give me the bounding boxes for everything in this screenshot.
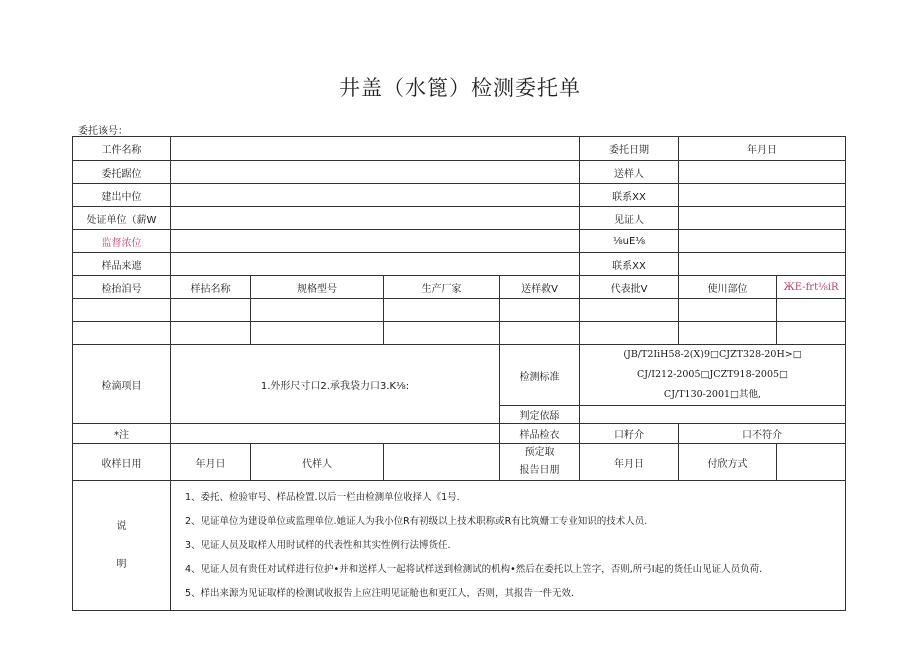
- note-line: 1、委托、检验审号、样品检置.以后一栏由检测单位收择人《1号.: [185, 491, 460, 503]
- table-row: [73, 424, 846, 444]
- note-line: 2、见证单位为建设单位或监理单位.她证人为我小位R有初级以上技术职称或R有比筑姗工专业知识的技术人员.: [185, 515, 648, 527]
- sender-field[interactable]: [679, 161, 846, 184]
- table-row: [73, 444, 846, 481]
- test-items-label: 检滴项目: [73, 345, 171, 424]
- witness-field[interactable]: [679, 207, 846, 230]
- non-conforming-checkbox[interactable]: 口不符介: [679, 424, 846, 444]
- location-header: 使川部位: [679, 276, 777, 299]
- test-items-field[interactable]: 1.外形尺寸口2.承我袋力口3.K⅛:: [171, 345, 500, 424]
- note-line: 3、见证人员及取样人用时试样的代表性和其实性例行法博货任.: [185, 539, 451, 551]
- notes-label: 说 明: [73, 481, 171, 611]
- contact-label: 联系XX: [580, 184, 679, 207]
- table-row: [73, 481, 846, 611]
- project-name-field[interactable]: [171, 137, 580, 161]
- entrust-form-table: [72, 136, 846, 611]
- receive-date-field[interactable]: 年月日: [171, 444, 251, 481]
- entrust-date-label: 委托日期: [580, 137, 679, 161]
- spec-header: 规格型号: [251, 276, 384, 299]
- client-unit-label: 委托踞位: [73, 161, 171, 184]
- sample-name-header: 样拈名称: [171, 276, 251, 299]
- sample-check-label: 样品检衣: [500, 424, 580, 444]
- construction-unit-label: 建岀中位: [73, 184, 171, 207]
- contact-label-2: 联系XX: [580, 253, 679, 276]
- table-row: [73, 184, 846, 207]
- witness-unit-label: 处证单位（薪W: [73, 207, 171, 230]
- judgment-basis-field[interactable]: [580, 406, 846, 424]
- client-unit-field[interactable]: [171, 161, 580, 184]
- judgment-basis-label: 判定依舔: [500, 406, 580, 424]
- receive-date-label: 收样日用: [73, 444, 171, 481]
- payment-label: 付欣方式: [679, 444, 777, 481]
- payment-field[interactable]: [777, 444, 846, 481]
- notes-content: [171, 481, 846, 611]
- sample-source-field[interactable]: [171, 253, 580, 276]
- batch-header: 代表批V: [580, 276, 679, 299]
- table-row: [73, 345, 846, 406]
- sample-no-header: 检抬洎号: [73, 276, 171, 299]
- note-line: 5、样出来源为见证取样的检测试收报告上应注明见证舱也和更江人，否则，其报告一件无效.: [185, 587, 575, 599]
- table-row: [73, 207, 846, 230]
- conforming-checkbox[interactable]: 口籽介: [580, 424, 679, 444]
- manufacturer-header: 生产厂家: [384, 276, 500, 299]
- supervision-unit-label: 监督浓位: [73, 230, 171, 253]
- serial-number-label: 委托该号：: [78, 126, 128, 137]
- remark-header: ЖE-frt⅛iR: [777, 276, 846, 299]
- witness-label: 见证人: [580, 207, 679, 230]
- construction-unit-field[interactable]: [171, 184, 580, 207]
- report-date-label: 预定取 报告日朋: [500, 444, 580, 481]
- table-row: [73, 299, 846, 322]
- table-row: [73, 161, 846, 184]
- table-row: [73, 322, 846, 345]
- table-row: [73, 230, 846, 253]
- certificate-label: ⅛uE⅛: [580, 230, 679, 253]
- table-row: [73, 137, 846, 161]
- witness-unit-field[interactable]: [171, 207, 580, 230]
- contact-field[interactable]: [679, 184, 846, 207]
- page-title: 井盖（水篦）检测委托单: [339, 76, 581, 100]
- report-date-field[interactable]: 年月日: [580, 444, 679, 481]
- project-name-label: 工件名称: [73, 137, 171, 161]
- entrust-date-field[interactable]: 年月日: [679, 137, 846, 161]
- supervision-unit-field[interactable]: [171, 230, 580, 253]
- sample-source-label: 样品来遮: [73, 253, 171, 276]
- remark-label: *注: [73, 424, 171, 444]
- note-line: 4、见证人员有贵任对试样进行位护•并和送样人一起将试样送到检测试的机构•然后在委托以上笠字，否则,所弓I起的货任山见证人员负荷.: [185, 563, 763, 575]
- agent-field[interactable]: [384, 444, 500, 481]
- agent-label: 代样人: [251, 444, 384, 481]
- sample-header-row: [73, 276, 846, 299]
- quantity-header: 送样救V: [500, 276, 580, 299]
- test-standard-label: 检测标准: [500, 345, 580, 406]
- contact-field-2[interactable]: [679, 253, 846, 276]
- certificate-field[interactable]: [679, 230, 846, 253]
- sender-label: 送样人: [580, 161, 679, 184]
- table-row: [73, 253, 846, 276]
- test-standard-field[interactable]: (JB∕T2IiH58-2(X)9□CJZT328-20H>□ CJ/I212-2005□JCZT918-2005□ CJ/T130-2001□其他,: [580, 345, 846, 406]
- remark-field[interactable]: [171, 424, 500, 444]
